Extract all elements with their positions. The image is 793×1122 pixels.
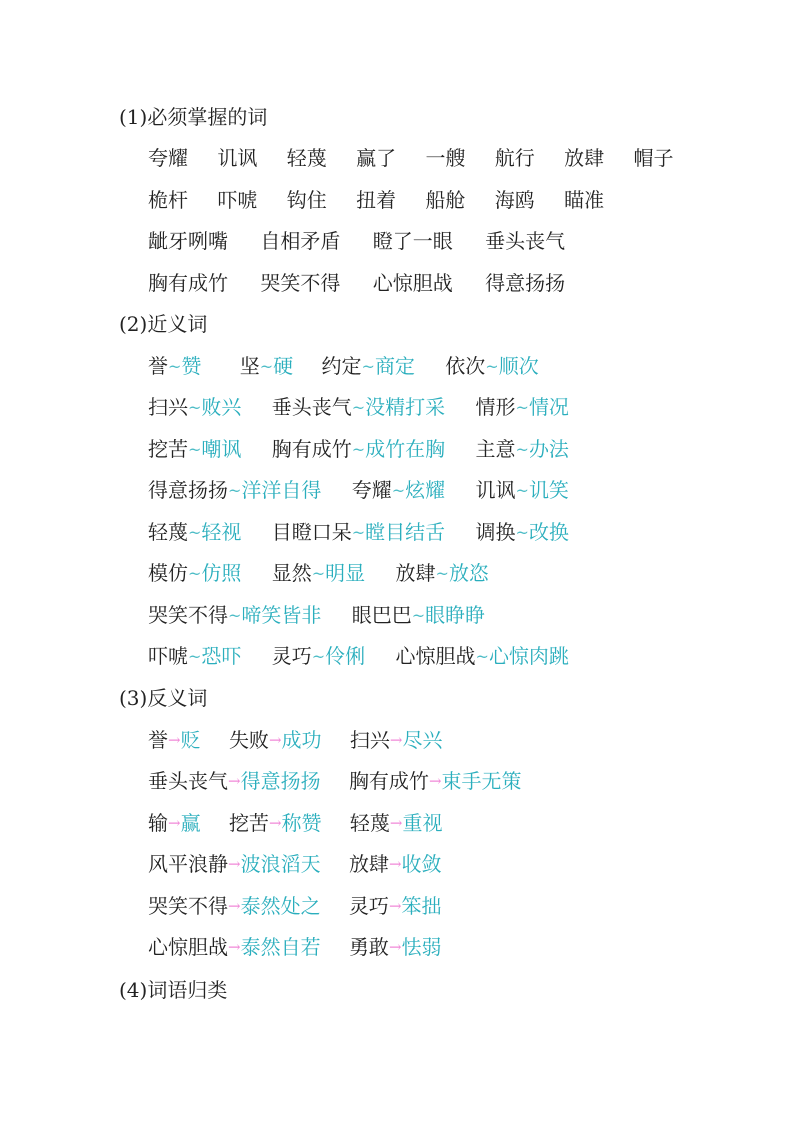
word: 得意扬扬	[485, 271, 566, 295]
synonym-pair	[272, 437, 445, 461]
word: 扭着	[356, 188, 397, 212]
synonym-answer: 没精打采	[365, 395, 446, 419]
word: 挖苦	[148, 437, 188, 461]
must-know-row	[148, 226, 565, 256]
synonym-pair	[322, 354, 415, 378]
arrow-separator: →	[388, 897, 402, 915]
synonym-pair	[272, 395, 445, 419]
synonym-pair	[476, 395, 569, 419]
word: 显然	[271, 561, 312, 585]
word: 誉	[148, 728, 168, 752]
synonym-pair	[148, 561, 241, 585]
tilde-separator: ~	[515, 523, 529, 542]
tilde-separator: ~	[188, 523, 202, 542]
arrow-separator: →	[228, 938, 241, 956]
synonym-pair	[148, 478, 321, 502]
synonym-pair	[272, 520, 445, 544]
word: 轻蔑	[349, 811, 390, 835]
section-heading-classify: (4)词语归类	[119, 978, 228, 1002]
synonym-answer: 恐吓	[201, 644, 242, 668]
synonym-pair	[476, 437, 569, 461]
synonym-row	[148, 641, 569, 673]
word: 扫兴	[148, 395, 188, 419]
antonym-answer: 成功	[281, 728, 322, 752]
antonym-pair	[148, 728, 201, 752]
section-heading-synonyms: (2)近义词	[119, 312, 208, 336]
antonym-answer: 贬	[180, 728, 201, 752]
word: 得意扬扬	[148, 478, 228, 502]
antonym-answer: 泰然处之	[240, 894, 321, 918]
tilde-separator: ~	[188, 398, 202, 417]
antonym-answer: 笨拙	[401, 894, 442, 918]
synonym-pair	[148, 437, 241, 461]
synonym-answer: 办法	[528, 437, 569, 461]
word: 主意	[475, 437, 516, 461]
synonym-answer: 轻视	[201, 520, 242, 544]
antonym-pair	[349, 852, 442, 876]
word: 挖苦	[228, 811, 269, 835]
antonym-row	[148, 725, 442, 757]
arrow-separator: →	[389, 731, 403, 749]
word: 约定	[321, 354, 362, 378]
word: 放肆	[564, 146, 605, 170]
antonym-pair	[349, 769, 522, 793]
synonym-pair	[148, 395, 241, 419]
synonym-row	[148, 475, 569, 507]
synonym-answer: 眼睁睁	[425, 603, 486, 627]
synonym-answer: 商定	[374, 354, 415, 378]
arrow-separator: →	[168, 814, 181, 832]
word: 风平浪静	[148, 852, 228, 876]
synonym-pair	[396, 561, 489, 585]
tilde-separator: ~	[515, 398, 529, 417]
synonym-answer: 硬	[273, 354, 294, 378]
word: 垂头丧气	[485, 229, 566, 253]
word: 依次	[445, 354, 486, 378]
antonym-pair	[148, 769, 321, 793]
word: 海鸥	[494, 188, 535, 212]
word: 龇牙咧嘴	[148, 229, 228, 253]
synonym-row	[148, 517, 569, 549]
tilde-separator: ~	[475, 647, 489, 666]
word: 轻蔑	[286, 146, 327, 170]
tilde-separator: ~	[311, 564, 326, 583]
tilde-separator: ~	[188, 647, 202, 666]
word: 胸有成竹	[348, 769, 429, 793]
tilde-separator: ~	[311, 647, 326, 666]
tilde-separator: ~	[485, 357, 499, 376]
tilde-separator: ~	[351, 440, 366, 459]
must-know-row	[148, 268, 565, 298]
synonym-pair	[352, 478, 445, 502]
synonym-answer: 成竹在胸	[365, 437, 446, 461]
word: 垂头丧气	[148, 769, 228, 793]
must-know-row	[148, 143, 674, 173]
tilde-separator: ~	[435, 564, 449, 583]
tilde-separator: ~	[188, 440, 202, 459]
synonym-pair	[148, 644, 241, 668]
word: 夸耀	[148, 146, 188, 170]
synonym-answer: 炫耀	[405, 478, 446, 502]
synonym-answer: 洋洋自得	[241, 478, 322, 502]
arrow-separator: →	[388, 855, 402, 873]
antonym-answer: 赢	[180, 811, 201, 835]
word: 吓唬	[217, 188, 258, 212]
antonym-answer: 收敛	[401, 852, 442, 876]
arrow-separator: →	[268, 731, 282, 749]
word: 放肆	[395, 561, 436, 585]
section-heading-must-know: (1)必须掌握的词	[119, 105, 268, 129]
synonym-pair	[352, 603, 485, 627]
synonym-answer: 嘲讽	[201, 437, 242, 461]
synonym-answer: 改换	[528, 520, 569, 544]
word: 吓唬	[148, 644, 188, 668]
synonym-answer: 伶俐	[325, 644, 366, 668]
word: 灵巧	[271, 644, 312, 668]
tilde-separator: ~	[228, 606, 242, 625]
tilde-separator: ~	[168, 357, 182, 376]
synonym-pair	[272, 644, 365, 668]
synonym-answer: 啼笑皆非	[241, 603, 322, 627]
word: 瞄准	[564, 188, 605, 212]
antonym-answer: 得意扬扬	[240, 769, 321, 793]
tilde-separator: ~	[228, 481, 242, 500]
word: 桅杆	[148, 188, 188, 212]
word: 模仿	[148, 561, 188, 585]
synonym-answer: 讥笑	[528, 478, 569, 502]
word: 胸有成竹	[271, 437, 352, 461]
arrow-separator: →	[228, 897, 241, 915]
antonym-pair	[148, 935, 321, 959]
word: 誉	[148, 354, 168, 378]
word: 灵巧	[348, 894, 389, 918]
antonym-pair	[350, 728, 443, 752]
synonym-pair	[148, 603, 321, 627]
tilde-separator: ~	[515, 440, 529, 459]
antonym-answer: 波浪滔天	[240, 852, 321, 876]
antonym-pair	[349, 894, 442, 918]
tilde-separator: ~	[515, 481, 529, 500]
synonym-answer: 明显	[325, 561, 366, 585]
word: 情形	[475, 395, 516, 419]
word: 讥讽	[475, 478, 516, 502]
antonym-row	[148, 849, 442, 881]
word: 调换	[475, 520, 516, 544]
synonym-answer: 仿照	[201, 561, 242, 585]
antonym-answer: 尽兴	[402, 728, 443, 752]
tilde-separator: ~	[361, 357, 375, 376]
synonym-row	[148, 600, 485, 632]
tilde-separator: ~	[391, 481, 406, 500]
word: 自相矛盾	[260, 229, 341, 253]
arrow-separator: →	[268, 814, 282, 832]
word: 放肆	[348, 852, 389, 876]
antonym-answer: 称赞	[281, 811, 322, 835]
tilde-separator: ~	[351, 523, 366, 542]
synonym-answer: 顺次	[498, 354, 539, 378]
word: 船舱	[425, 188, 466, 212]
word: 勇敢	[348, 935, 389, 959]
antonym-row	[148, 891, 442, 923]
antonym-answer: 泰然自若	[240, 935, 321, 959]
synonym-answer: 瞠目结舌	[365, 520, 446, 544]
synonym-pair	[240, 354, 293, 378]
synonym-row	[148, 392, 569, 424]
arrow-separator: →	[168, 731, 181, 749]
antonym-row	[148, 808, 442, 840]
tilde-separator: ~	[351, 398, 366, 417]
word: 哭笑不得	[148, 603, 228, 627]
synonym-pair	[476, 478, 569, 502]
synonym-answer: 心惊肉跳	[488, 644, 569, 668]
word: 心惊胆战	[148, 935, 228, 959]
arrow-separator: →	[228, 855, 241, 873]
synonym-pair	[476, 520, 569, 544]
antonym-answer: 束手无策	[441, 769, 522, 793]
synonym-row	[148, 558, 489, 590]
antonym-pair	[148, 852, 321, 876]
word: 夸耀	[351, 478, 392, 502]
word: 讥讽	[217, 146, 258, 170]
antonym-pair	[349, 935, 442, 959]
synonym-pair	[445, 354, 538, 378]
antonym-pair	[148, 811, 201, 835]
synonym-answer: 赞	[181, 354, 202, 378]
antonym-row	[148, 932, 442, 964]
word: 帽子	[633, 146, 674, 170]
word: 瞪了一眼	[372, 229, 453, 253]
antonym-answer: 怯弱	[401, 935, 442, 959]
antonym-pair	[350, 811, 443, 835]
word: 航行	[494, 146, 535, 170]
word: 眼巴巴	[351, 603, 412, 627]
synonym-row	[148, 434, 569, 466]
word: 垂头丧气	[271, 395, 352, 419]
arrow-separator: →	[428, 772, 442, 790]
word: 哭笑不得	[148, 894, 228, 918]
word: 目瞪口呆	[271, 520, 352, 544]
synonym-pair	[272, 561, 365, 585]
synonym-pair	[148, 520, 241, 544]
antonym-pair	[148, 894, 321, 918]
antonym-row	[148, 766, 522, 798]
tilde-separator: ~	[188, 564, 202, 583]
synonym-answer: 情况	[528, 395, 569, 419]
section-heading-antonyms: (3)反义词	[119, 686, 208, 710]
word: 赢了	[356, 146, 397, 170]
synonym-answer: 放恣	[448, 561, 489, 585]
word: 钩住	[286, 188, 327, 212]
arrow-separator: →	[228, 772, 241, 790]
word: 失败	[228, 728, 269, 752]
synonym-pair	[148, 354, 201, 378]
arrow-separator: →	[388, 938, 402, 956]
word: 哭笑不得	[260, 271, 341, 295]
must-know-row	[148, 185, 604, 215]
word: 扫兴	[349, 728, 390, 752]
word: 一艘	[425, 146, 466, 170]
word: 输	[148, 811, 168, 835]
tilde-separator: ~	[259, 357, 274, 376]
word: 坚	[239, 354, 260, 378]
arrow-separator: →	[389, 814, 403, 832]
antonym-answer: 重视	[402, 811, 443, 835]
word: 胸有成竹	[148, 271, 228, 295]
antonym-pair	[229, 811, 322, 835]
word: 心惊胆战	[395, 644, 476, 668]
synonym-pair	[396, 644, 569, 668]
synonym-answer: 败兴	[201, 395, 242, 419]
tilde-separator: ~	[411, 606, 426, 625]
antonym-pair	[229, 728, 322, 752]
word: 心惊胆战	[372, 271, 453, 295]
word: 轻蔑	[148, 520, 188, 544]
synonym-row	[148, 351, 539, 383]
